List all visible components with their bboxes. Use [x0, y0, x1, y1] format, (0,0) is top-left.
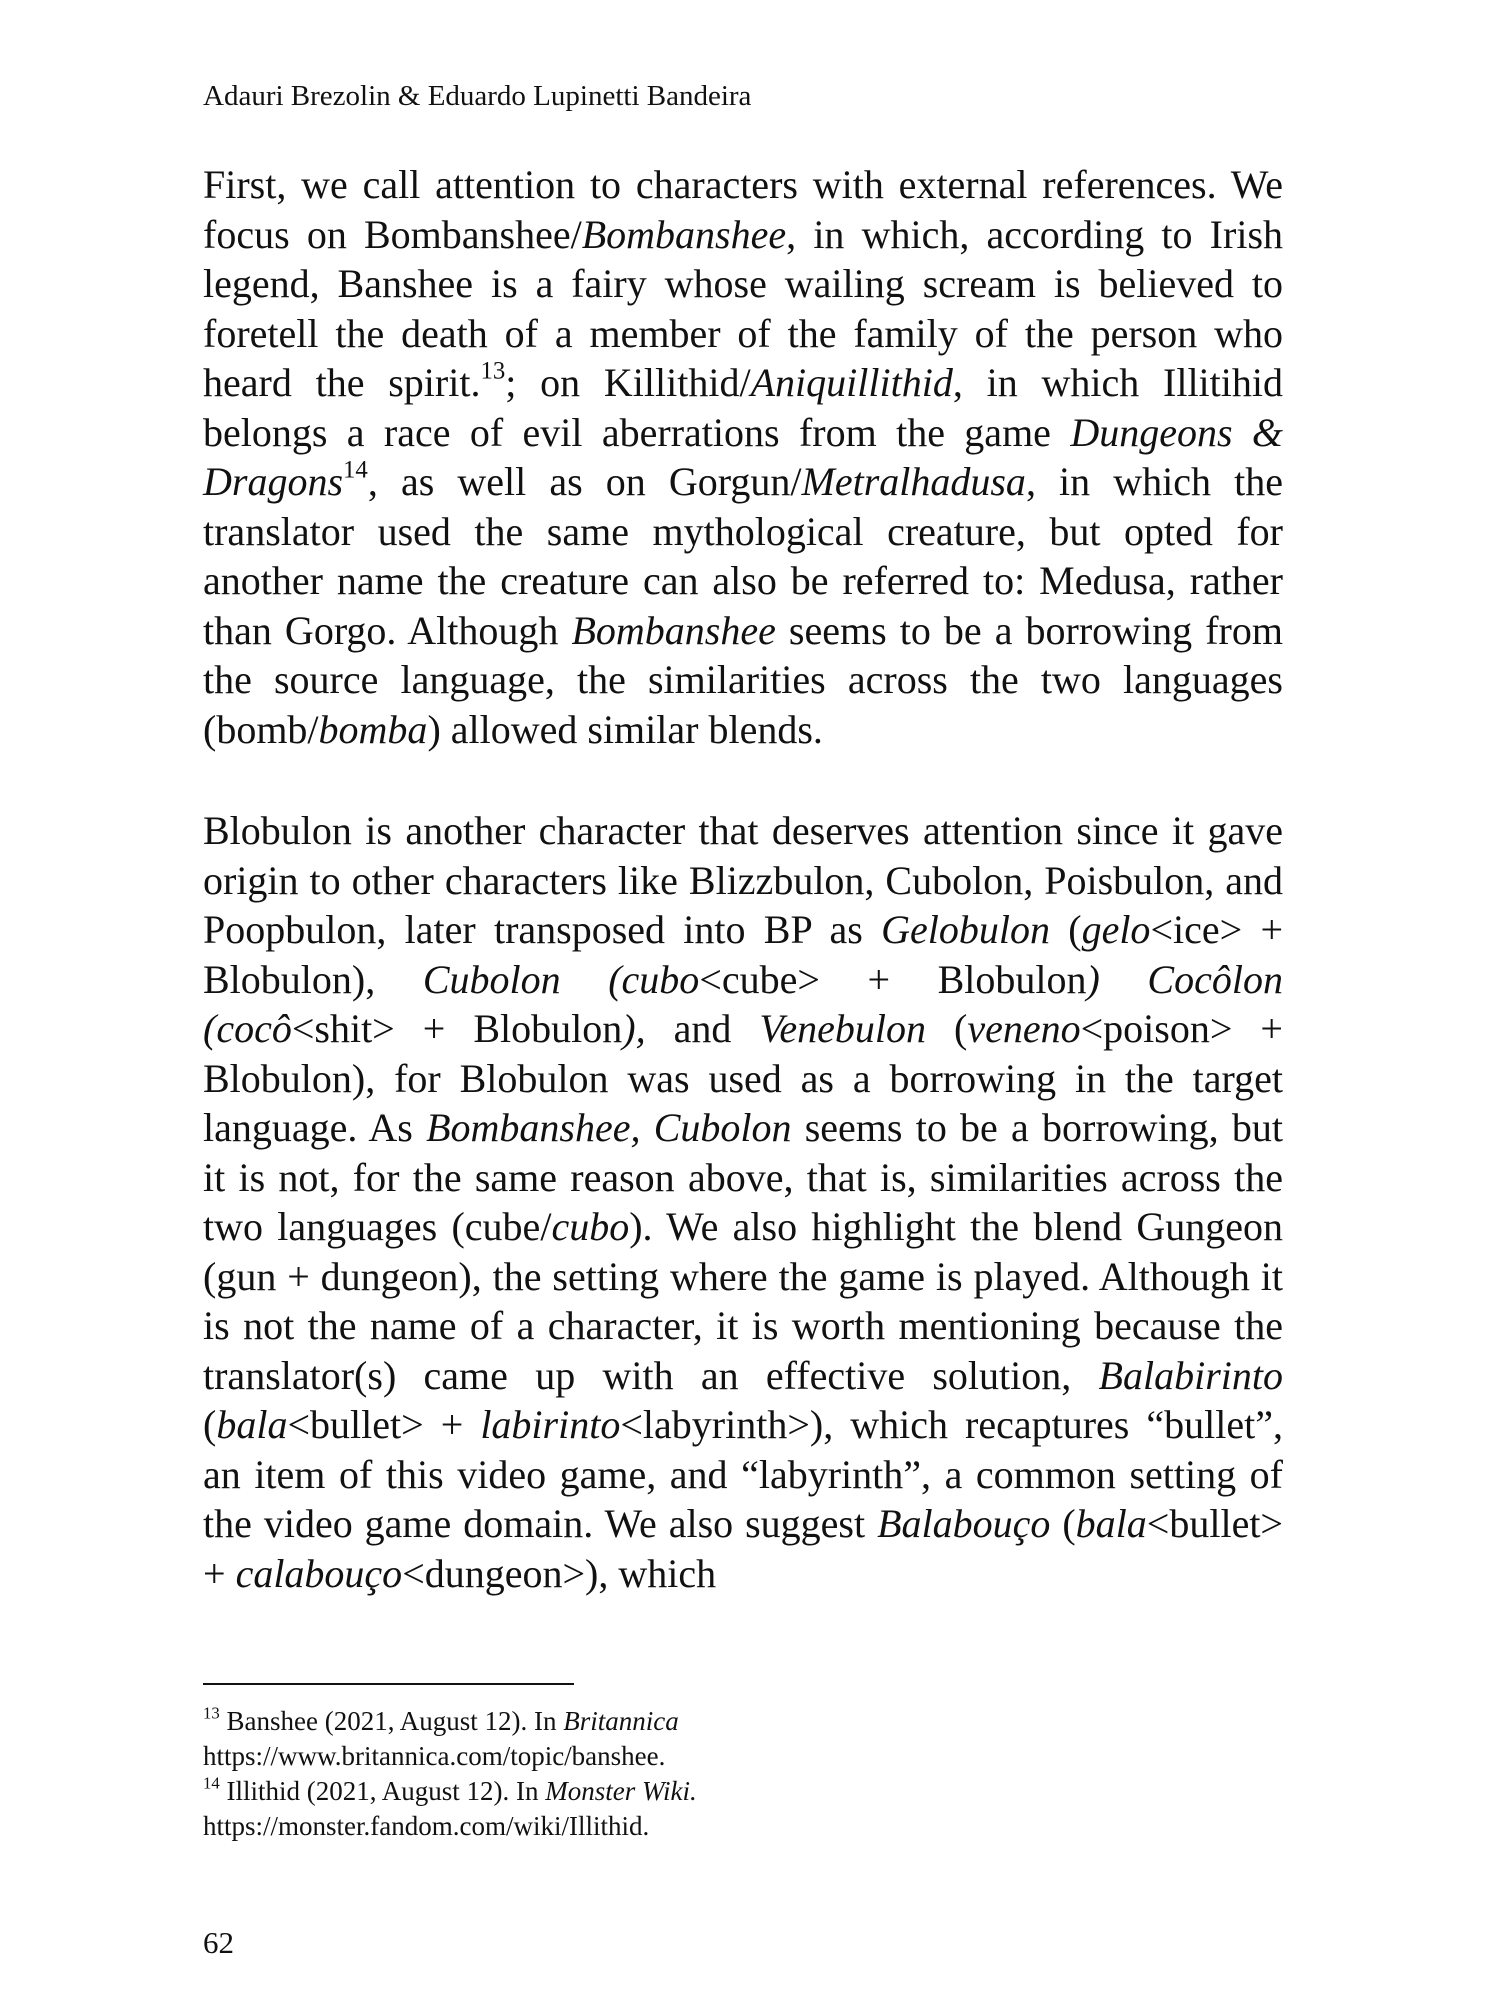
italic-run: veneno	[967, 1006, 1081, 1051]
text-run: ; on Killithid/	[505, 360, 751, 405]
italic-run: gelo	[1081, 907, 1151, 952]
italic-run: bala	[216, 1402, 288, 1447]
italic-run: calabouço	[235, 1550, 403, 1596]
italic-run: bala	[1075, 1501, 1147, 1546]
body-paragraph-2	[203, 806, 1283, 1598]
text-run: (	[1049, 907, 1082, 952]
footnotes	[203, 1704, 1283, 1844]
italic-run: Bombanshee	[571, 607, 776, 653]
text-run: , in which Illitihid belongs a race of evil aberrations from the game	[203, 360, 1284, 455]
text-run: (	[926, 1006, 968, 1051]
text-run: seems to be a borrowing from the source language, the similarities across the two languages (bomb/	[203, 607, 1283, 752]
text-run: <poison> + Blobulon), for Blobulon was used as a borrowing in the target language. As	[203, 1006, 1283, 1150]
text-run: <cube> + Blobulon	[699, 956, 1087, 1002]
text-run: seems to be a borrowing, but it is not, for the same reason above, that is, similarities across the two languages (cube/	[203, 1105, 1283, 1249]
text-run: (	[1050, 1501, 1076, 1546]
italic-run: bomba	[318, 706, 428, 752]
text-run: <dungeon>), which	[402, 1550, 717, 1596]
footnote-13-text: Banshee (2021, August 12). In	[219, 1706, 564, 1736]
text-run: , in which, according to Irish legend, Banshee is a fairy whose wailing scream is believed to foretell the death of a member of the family of the person who heard the spirit.	[203, 211, 1284, 405]
text-run: , in which the translator used the same mythological creature, but opted for another name the creature can also be referred to: Medusa, rather than Gorgo. Although	[203, 459, 1284, 653]
text-run: <bullet> +	[203, 1501, 1283, 1596]
italic-run: Venebulon	[759, 1006, 926, 1051]
text-run: and	[645, 1006, 760, 1051]
footnote-13	[203, 1704, 1283, 1739]
italic-run: Bombanshee, Cubolon	[426, 1105, 792, 1150]
italic-run: Aniquillithid	[750, 360, 953, 405]
body-paragraph-1	[203, 160, 1283, 754]
text-run: (	[203, 1402, 217, 1447]
footnote-13-marker: 13	[203, 1703, 220, 1723]
text-run: Blobulon is another character that deserves attention since it gave origin to other characters like Blizzbulon, Cubolon, Poisbulon, and Poopbulon, later transposed into BP as	[203, 808, 1283, 952]
italic-run: Cubolon (cubo	[422, 956, 700, 1002]
text-run: ) allowed similar blends.	[427, 706, 823, 752]
text-run: <bullet> +	[287, 1402, 481, 1447]
page-number: 62	[203, 1925, 234, 1960]
italic-run: ),	[622, 1006, 646, 1051]
italic-run: cubo	[551, 1204, 630, 1249]
footnote-reference: 13	[480, 357, 506, 385]
running-head: Adauri Brezolin & Eduardo Lupinetti Bandeira	[203, 80, 752, 112]
italic-run: Metralhadusa	[801, 459, 1026, 504]
italic-run: Dungeons & Dragons	[203, 409, 1283, 504]
italic-run: Gelobulon	[881, 907, 1050, 952]
footnote-14-marker: 14	[203, 1773, 220, 1793]
footnote-13-source: Britannica	[563, 1706, 679, 1736]
footnote-14-source: Monster Wiki.	[545, 1776, 697, 1806]
footnote-14-url[interactable]: https://monster.fandom.com/wiki/Illithid.	[203, 1811, 650, 1841]
footnote-13-url[interactable]: https://www.britannica.com/topic/banshee.	[203, 1741, 666, 1771]
text-run: <shit> + Blobulon	[291, 1006, 623, 1051]
footnote-14-text: Illithid (2021, August 12). In	[219, 1776, 546, 1806]
italic-run: labirinto	[480, 1402, 621, 1447]
italic-run: ) Cocôlon (cocô	[203, 956, 1283, 1051]
text-run: <ice> + Blobulon),	[203, 907, 1284, 1002]
text-run: , as well as on Gorgun/	[367, 459, 802, 504]
text-run: ). We also highlight the blend Gungeon (gun + dungeon), the setting where the game is played. Although it is not the name of a character, it is worth mentioning because the translator(s) came up with an effective solution,	[203, 1204, 1283, 1398]
italic-run: Balabirinto	[1098, 1352, 1283, 1398]
text-run: First, we call attention to characters with external references. We focus on Bombanshee/	[203, 162, 1283, 257]
footnote-reference: 14	[343, 456, 368, 484]
footnote-14	[203, 1774, 1283, 1809]
footnote-separator	[203, 1683, 574, 1685]
italic-run: Bombanshee	[581, 211, 787, 257]
italic-run: Balabouço	[877, 1501, 1051, 1546]
text-run: <labyrinth>), which recaptures “bullet”, an item of this video game, and “labyrinth”, a common setting of the video game domain. We also suggest	[203, 1402, 1283, 1546]
